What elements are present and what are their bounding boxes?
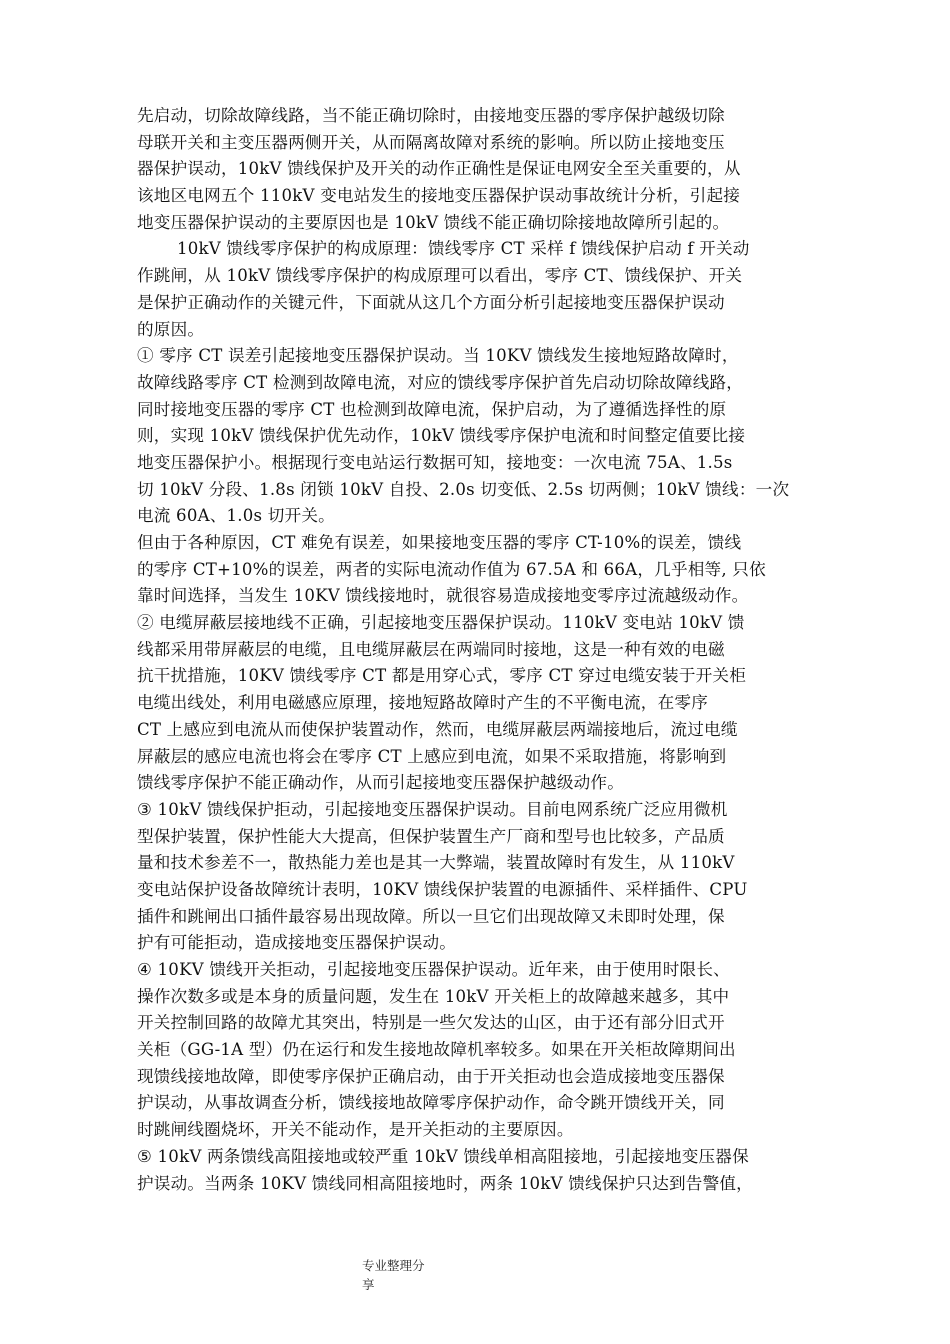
footer-text: 专业整理分 xyxy=(362,1258,425,1273)
text-line: 关柜（GG-1A 型）仍在运行和发生接地故障机率较多。如果在开关柜故障期间出 xyxy=(137,1040,736,1060)
text-line: 10kV 馈线零序保护的构成原理：馈线零序 CT 采样 f 馈线保护启动 f 开关动 xyxy=(177,239,750,259)
text-line: ⑤ 10kV 两条馈线高阻接地或较严重 10kV 馈线单相高阻接地，引起接地变压器保 xyxy=(137,1146,749,1166)
text-line: 作跳闸，从 10kV 馈线零序保护的构成原理可以看出，零序 CT、馈线保护、开关 xyxy=(137,266,743,286)
text-line: 线都采用带屏蔽层的电缆，且电缆屏蔽层在两端同时接地，这是一种有效的电磁 xyxy=(137,639,725,659)
body-text xyxy=(137,103,827,1197)
text-line: 的原因。 xyxy=(137,319,205,339)
text-line: 抗干扰措施，10KV 馈线零序 CT 都是用穿心式，零序 CT 穿过电缆安装于开关柜 xyxy=(137,666,747,686)
text-line: 故障线路零序 CT 检测到故障电流，对应的馈线零序保护首先启动切除故障线路， xyxy=(137,372,744,392)
text-line: 则，实现 10kV 馈线保护优先动作，10kV 馈线零序保护电流和时间整定值要比接 xyxy=(137,426,746,446)
text-line: 量和技术参差不一，散热能力差也是其一大弊端，装置故障时有发生，从 110kV xyxy=(137,853,735,873)
text-line: 护误动，从事故调查分析，馈线接地故障零序保护动作，命令跳开馈线开关，同 xyxy=(137,1093,725,1113)
text-line: 馈线零序保护不能正确动作，从而引起接地变压器保护越级动作。 xyxy=(137,773,625,793)
text-line: 地变压器保护误动的主要原因也是 10kV 馈线不能正确切除接地故障所引起的。 xyxy=(137,212,730,232)
text-line: 护有可能拒动，造成接地变压器保护误动。 xyxy=(137,933,457,953)
text-line: 母联开关和主变压器两侧开关，从而隔离故障对系统的影响。所以防止接地变压 xyxy=(137,132,725,152)
text-line: 电流 60A、1.0s 切开关。 xyxy=(137,506,335,526)
text-line: 型保护装置，保护性能大大提高，但保护装置生产厂商和型号也比较多，产品质 xyxy=(137,826,725,846)
text-line: 插件和跳闸出口插件最容易出现故障。所以一旦它们出现故障又未即时处理，保 xyxy=(137,906,725,926)
text-line: 该地区电网五个 110kV 变电站发生的接地变压器保护误动事故统计分析，引起接 xyxy=(137,186,741,206)
text-line: 护误动。当两条 10KV 馈线同相高阻接地时，两条 10kV 馈线保护只达到告警值， xyxy=(137,1173,753,1193)
text-line: CT 上感应到电流从而使保护装置动作，然而，电缆屏蔽层两端接地后，流过电缆 xyxy=(137,719,738,739)
text-line: 开关控制回路的故障尤其突出，特别是一些欠发达的山区，由于还有部分旧式开 xyxy=(137,1013,725,1033)
text-line: 的零序 CT+10%的误差，两者的实际电流动作值为 67.5A 和 66A，几乎相等, 只依 xyxy=(137,559,766,579)
text-line: 电缆出线处，利用电磁感应原理，接地短路故障时产生的不平衡电流，在零序 xyxy=(137,693,708,713)
text-line: 但由于各种原因，CT 难免有误差，如果接地变压器的零序 CT-10%的误差，馈线 xyxy=(137,533,742,552)
text-line: 变电站保护设备故障统计表明，10KV 馈线保护装置的电源插件、采样插件、CPU xyxy=(137,879,748,899)
text-line: 操作次数多或是本身的质量问题，发生在 10kV 开关柜上的故障越来越多，其中 xyxy=(137,986,730,1006)
text-line: 靠时间选择，当发生 10KV 馈线接地时，就很容易造成接地变零序过流越级动作。 xyxy=(137,586,749,606)
text-line: ② 电缆屏蔽层接地线不正确，引起接地变压器保护误动。110kV 变电站 10kV 馈 xyxy=(137,613,745,633)
text-line: 切 10kV 分段、1.8s 闭锁 10kV 自投、2.0s 切变低、2.5s 切两侧；10kV 馈线：一次 xyxy=(137,479,790,499)
text-line: 先启动，切除故障线路，当不能正确切除时，由接地变压器的零序保护越级切除 xyxy=(137,106,725,125)
text-line: 同时接地变压器的零序 CT 也检测到故障电流，保护启动，为了遵循选择性的原 xyxy=(137,399,727,419)
text-line: 现馈线接地故障，即使零序保护正确启动，由于开关拒动也会造成接地变压器保 xyxy=(137,1066,725,1086)
footer-text: 享 xyxy=(362,1277,375,1292)
text-line: 屏蔽层的感应电流也将会在零序 CT 上感应到电流，如果不采取措施，将影响到 xyxy=(137,746,727,766)
page-footer xyxy=(362,1256,442,1294)
text-line: ④ 10KV 馈线开关拒动，引起接地变压器保护误动。近年来，由于使用时限长、 xyxy=(137,960,730,979)
text-line: 器保护误动，10kV 馈线保护及开关的动作正确性是保证电网安全至关重要的，从 xyxy=(137,159,741,179)
text-line: ① 零序 CT 误差引起接地变压器保护误动。当 10KV 馈线发生接地短路故障时， xyxy=(137,346,739,366)
text-line: 时跳闸线圈烧坏，开关不能动作，是开关拒动的主要原因。 xyxy=(137,1120,574,1140)
text-line: ③ 10kV 馈线保护拒动，引起接地变压器保护误动。目前电网系统广泛应用微机 xyxy=(137,799,728,819)
text-line: 地变压器保护小。根据现行变电站运行数据可知，接地变：一次电流 75A、1.5s xyxy=(137,452,733,472)
text-line: 是保护正确动作的关键元件，下面就从这几个方面分析引起接地变压器保护误动 xyxy=(137,292,725,312)
